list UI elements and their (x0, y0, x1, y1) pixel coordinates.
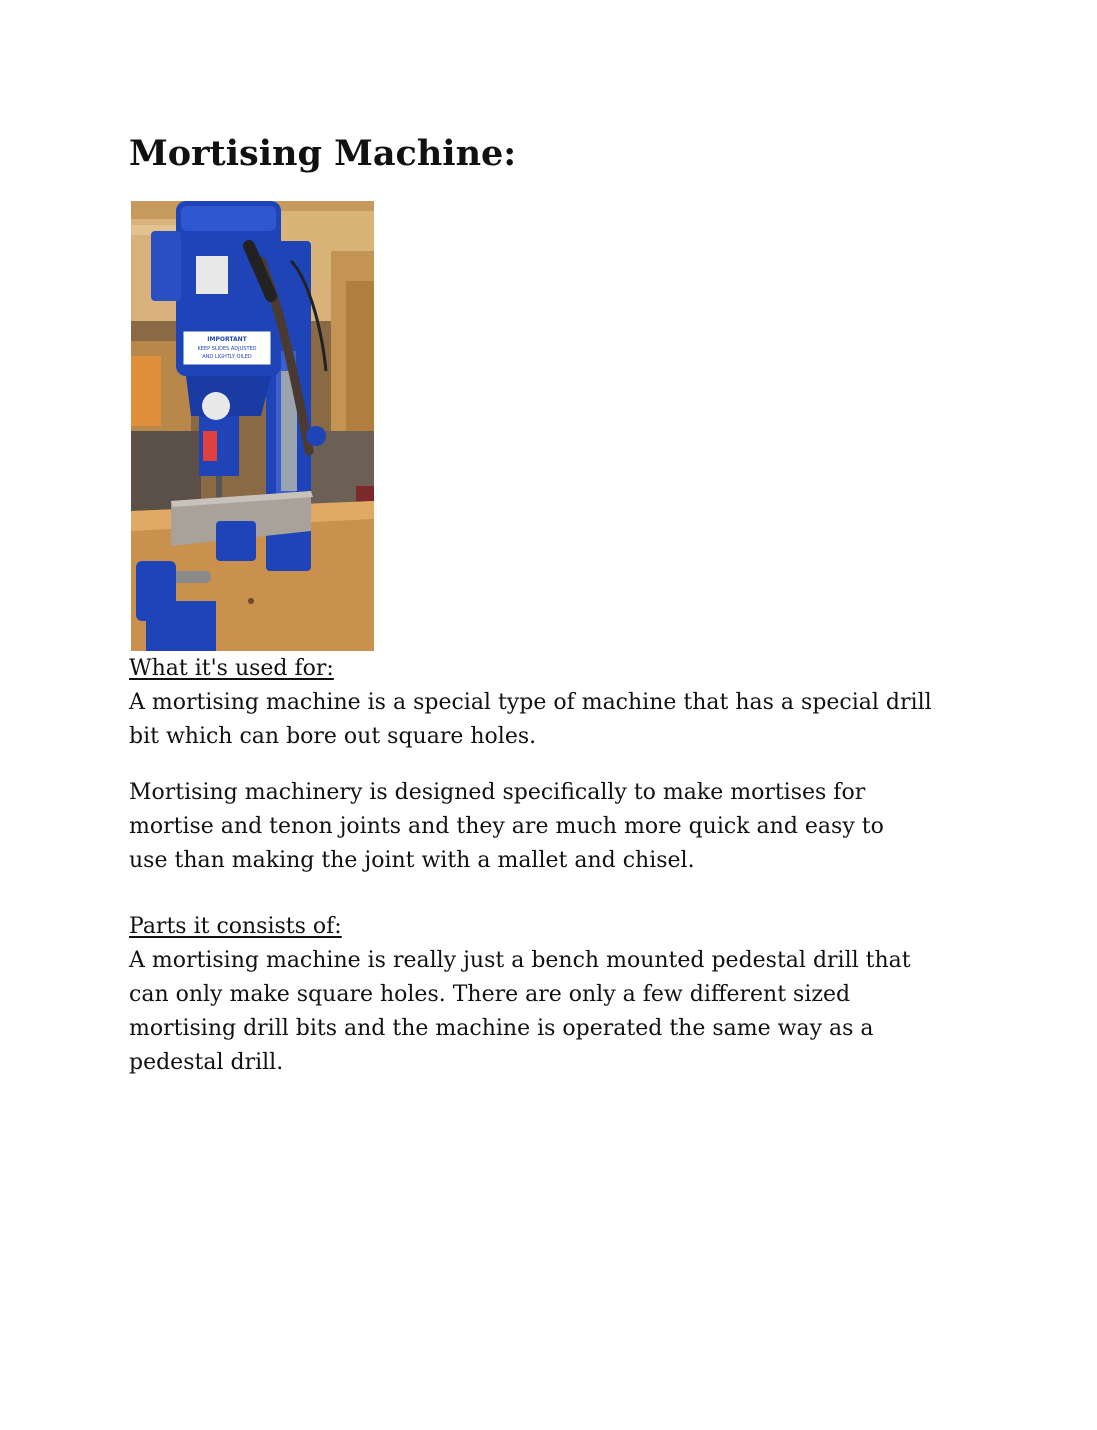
document-body (129, 652, 1029, 1080)
mortising-machine-photo (131, 201, 374, 651)
section-gap (129, 878, 1029, 910)
paragraph-line: can only make square holes. There are only a few different sized (129, 982, 851, 1007)
paragraph-line: A mortising machine is a special type of machine that has a special drill (129, 690, 932, 715)
page-title: Mortising Machine: (129, 133, 517, 174)
paragraph-gap (129, 754, 1029, 776)
paragraph-line: mortise and tenon joints and they are much more quick and easy to (129, 814, 884, 839)
photo-label-line-1: IMPORTANT (207, 336, 247, 343)
paragraph-line: pedestal drill. (129, 1050, 284, 1075)
photo-label-line-2: KEEP SLIDES ADJUSTED (197, 346, 257, 352)
section-heading-used-for: What it's used for: (129, 656, 334, 681)
photo-label-line-3: AND LIGHTLY OILED (202, 354, 252, 360)
paragraph-line: mortising drill bits and the machine is operated the same way as a (129, 1016, 874, 1041)
paragraph-line: A mortising machine is really just a bench mounted pedestal drill that (129, 948, 911, 973)
section-heading-parts: Parts it consists of: (129, 914, 342, 939)
paragraph-line: use than making the joint with a mallet and chisel. (129, 848, 695, 873)
paragraph-line: bit which can bore out square holes. (129, 724, 537, 749)
paragraph-line: Mortising machinery is designed specifically to make mortises for (129, 780, 866, 805)
